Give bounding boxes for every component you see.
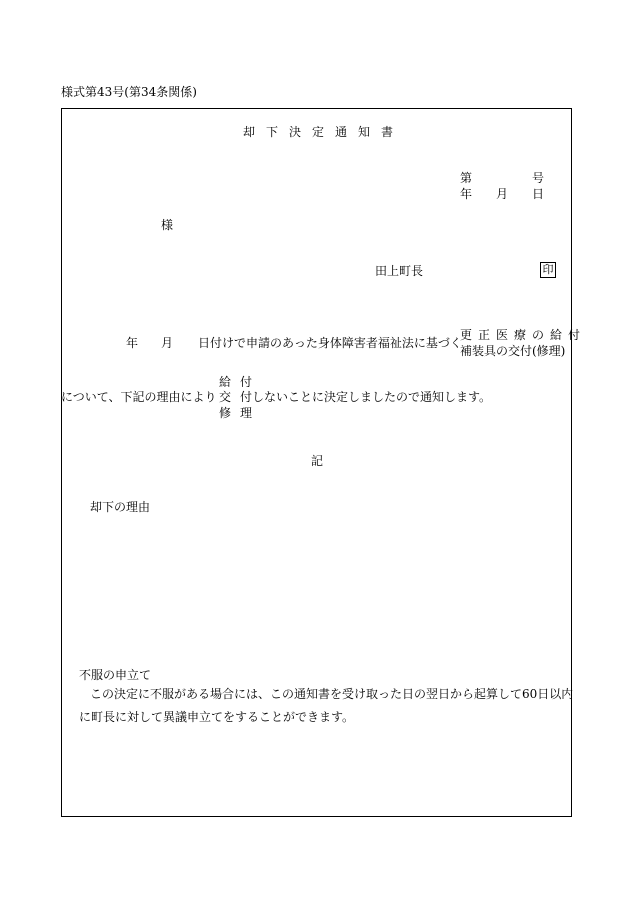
action-char-3: 修 xyxy=(219,406,232,420)
option-line-2: 補装具の交付(修理) xyxy=(460,344,566,358)
form-number: 様式第43号(第34条関係) xyxy=(61,85,197,99)
document-title: 却下決定通知書 xyxy=(243,125,405,139)
option-line-1: 更正医療の給付 xyxy=(460,328,587,342)
appeal-heading: 不服の申立て xyxy=(79,668,152,682)
number-dai: 第 xyxy=(460,171,473,185)
appeal-line-1: この決定に不服がある場合には、この通知書を受け取った日の翌日から起算して60日以内 xyxy=(90,687,574,701)
recipient-suffix: 様 xyxy=(161,218,174,232)
action-char-1: 給 xyxy=(219,375,232,389)
reason-label: 却下の理由 xyxy=(90,500,151,514)
body-date-month: 月 xyxy=(161,336,174,350)
number-go: 号 xyxy=(532,171,545,185)
appeal-line-2: に町長に対して異議申立てをすることができます。 xyxy=(79,710,355,724)
issuer-name: 田上町長 xyxy=(375,264,424,278)
action-char-2: 交 xyxy=(219,390,232,404)
action-char-3b: 理 xyxy=(240,406,253,420)
body-date-year: 年 xyxy=(126,336,139,350)
body-intro: 日付けで申請のあった身体障害者福祉法に基づく xyxy=(198,336,462,350)
body-lead: について、下記の理由により xyxy=(61,390,217,404)
date-day: 日 xyxy=(532,187,545,201)
seal-mark: 印 xyxy=(540,262,556,278)
date-year: 年 xyxy=(460,187,473,201)
action-char-1b: 付 xyxy=(240,375,253,389)
date-month: 月 xyxy=(496,187,509,201)
ki-mark: 記 xyxy=(311,454,324,468)
body-conclusion: 付しないことに決定しましたので通知します。 xyxy=(240,390,492,404)
